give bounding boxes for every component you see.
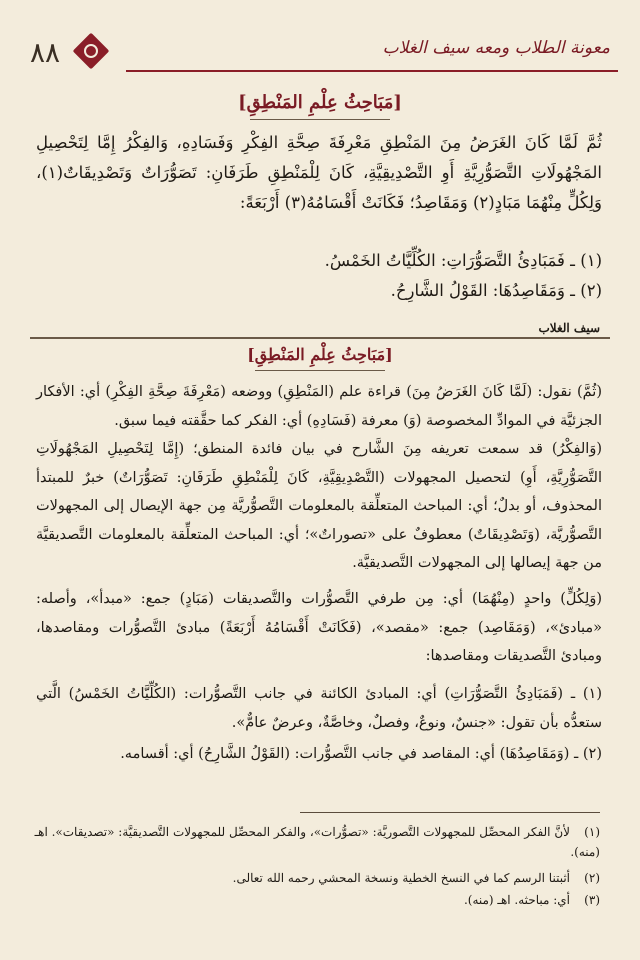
commentary-paragraph-2: (وَالفِكْرُ) قد سمعت تعريفه مِنَ الشَّارح في بيان فائدة المنطق؛ (إِمَّا لِتَحْصِيلِ المَجْهُولَاتِ التَّصَوُّرِيَّةِ، أَوِ) لتحصيل المجهولات (التَّصْدِيقِيَّةِ، كَانَ لِلْمَنْطِقِ طَرَفَانِ: تَصَوُّرَاتٌ) خبرٌ للمبتدأ المحذوف، أو بدلٌ؛ أي: المباحث المتعلِّقة بالمعلومات التَّصوُّريَّة مِن جهة الإيصال إلى المجهولات التَّصوُّريَّة، (وَتَصْدِيقَاتٌ) معطوفٌ على «تصوراتٌ»؛ أي: المباحث المتعلِّقة بالمعلومات التَّصديقيَّة من جهة إيصالها إلى المجهولات التَّصديقيَّة. [36,441,602,571]
footnote-number: (١) [584,825,600,839]
header-rule [126,70,618,72]
section-divider [30,337,610,339]
matn-paragraph: ثُمَّ لَمَّا كَانَ الغَرَضُ مِنَ المَنْطِقِ مَعْرِفَةَ صِحَّةِ الفِكْرِ وَفَسَادِهِ، وَالفِكْرُ إِمَّا لِتَحْصِيلِ المَجْهُولَاتِ التَّصَوُّرِيَّةِ أَوِ التَّصْدِيقِيَّةِ، كَانَ لِلْمَنْطِقِ طَرَفَانِ: تَصَوُّرَاتٌ وَتَصْدِيقَاتٌ(١)، وَلِكُلٍّ مِنْهُمَا مَبَادٍ(٢) وَمَقَاصِدُ؛ فَكَانَتْ أَقْسَامُهُ(٣) أَرْبَعَةً: [36,133,602,212]
commentary-paragraph-1: (ثُمَّ) نقول: (لَمَّا كَانَ الغَرَضُ مِنَ) قراءة علم (المَنْطِقِ) ووضعه (مَعْرِفَةَ صِحَّةِ الفِكْرِ) أي: الأفكار الجزئيَّة في الموادِّ المخصوصة (وَ) معرفة (فَسَادِهِ) أي: الفكر كما حقَّقته فيما سبق. [36,384,602,429]
footnote-1 [34,822,600,862]
commentary-title-underline [255,370,385,371]
page-number-block [26,34,106,72]
page-number: ٨٨ [30,36,61,69]
matn-title-underline [250,119,390,120]
commentary-paragraph-3: (وَلِكُلٍّ) واحدٍ (مِنْهُمَا) أي: مِن طرفي التَّصوُّرات والتَّصديقات (مَبَادٍ) جمع: «مبدأ»، وأصله: «مبادئ»، (وَمَقَاصِد) جمع: «مقصد»، (فَكَانَتْ أَقْسَامُهُ أَرْبَعَةً) مبادئ التَّصوُّرات ومقاصدها، ومبادئ التَّصديقات ومقاصدها: [36,591,602,664]
footnote-3 [34,890,600,910]
footnote-text: أي: مباحثه. اهـ (منه). [463,893,570,907]
footnote-2 [34,868,600,888]
page-header [26,34,618,72]
footnote-number: (٢) [584,871,600,885]
commentary-section-title: [مَبَاحِثُ عِلْمِ المَنْطِقِ] [247,345,393,364]
footnote-text: أثبتنا الرسم كما في النسخ الخطية ونسخة المحشي رحمه الله تعالى. [232,871,570,885]
footnote-text: لأنَّ الفكر المحصِّل للمجهولات التَّصوريَّة: «تصوُّرات»، والفكر المحصِّل للمجهولات التَّصديقيَّة: «تصديقات». اهـ (منه). [34,825,600,859]
footnote-number: (٣) [584,893,600,907]
commentary-paragraph-4: (١) ـ (فَمَبَادِئُ التَّصَوُّرَاتِ) أي: المبادئ الكائنة في جانب التَّصوُّرات: (الكُلِّيَّاتُ الخَمْسُ) الَّتي ستعدُّه بأن تقول: «جنسٌ، ونوعٌ، وفصلٌ، وخاصَّةٌ، وعرضٌ عامٌّ». [36,686,602,731]
running-title: معونة الطلاب ومعه سيف الغلاب [382,38,610,58]
matn-item-2: (٢) ـ وَمَقَاصِدُهَا: القَوْلُ الشَّارِحُ. [390,281,602,300]
matn-section-title: [مَبَاحِثُ عِلْمِ المَنْطِقِ] [238,92,402,113]
commentary-paragraph-5: (٢) ـ (وَمَقَاصِدُهَا) أي: المقاصد في جانب التَّصوُّرات: (القَوْلُ الشَّارِحُ) أي: أقسامه. [120,746,602,762]
ornament-icon [73,33,110,70]
matn-item-1: (١) ـ فَمَبَادِئُ التَّصَوُّرَاتِ: الكُلِّيَّاتُ الخَمْسُ. [324,251,602,270]
footnote-rule [300,812,600,813]
commentary-label: سيف الغلاب [538,321,600,335]
